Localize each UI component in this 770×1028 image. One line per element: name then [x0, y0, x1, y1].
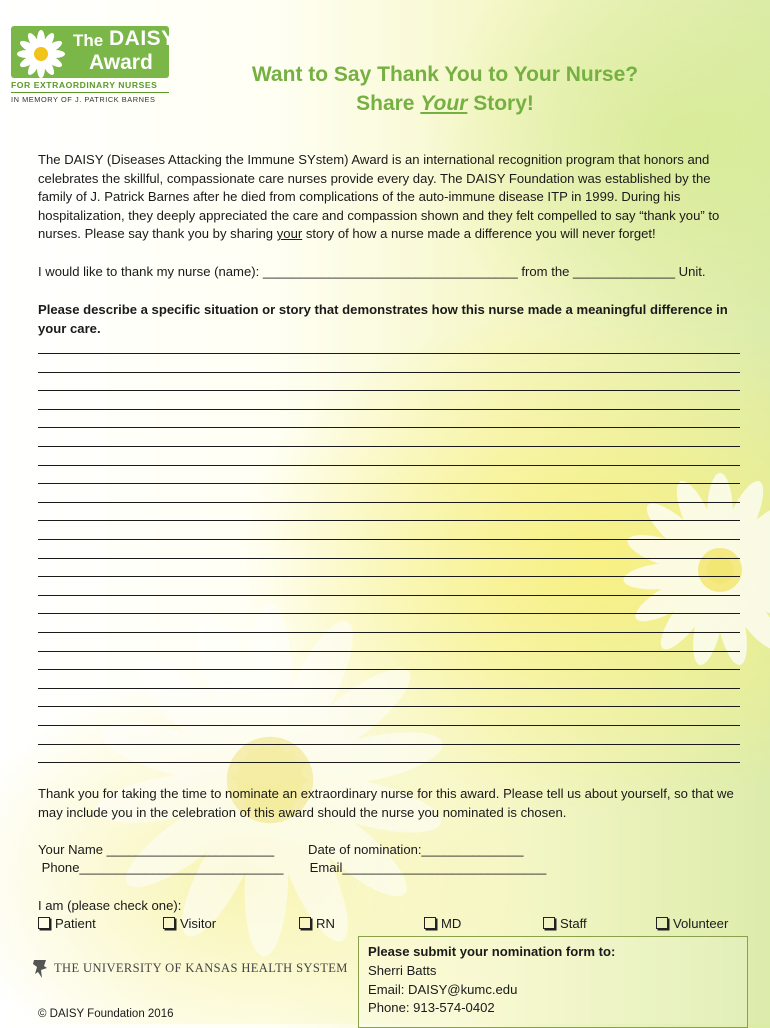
submit-info-box [358, 936, 748, 1028]
story-line[interactable] [38, 744, 740, 745]
closing-paragraph: Thank you for taking the time to nominate an extraordinary nurse for this award. Please tell us about yourself, so that we may include you in the celebration of this award should the nurse you nominated is chosen. [38, 786, 734, 820]
submit-email[interactable]: Email: DAISY@kumc.edu [368, 982, 518, 997]
logo-divider [11, 92, 169, 93]
story-line[interactable] [38, 539, 740, 540]
story-line[interactable] [38, 465, 740, 466]
option-label: Volunteer [673, 916, 729, 931]
option-label: Patient [55, 916, 96, 931]
thank-nurse-field[interactable]: I would like to thank my nurse (name): ___________________________________ from the ______________ Unit. [38, 264, 706, 279]
checkbox-icon[interactable] [163, 917, 175, 929]
logo-daisy-text: DAISY [109, 27, 176, 50]
checkbox-icon[interactable] [656, 917, 668, 929]
daisy-award-logo [11, 26, 176, 118]
intro-text-end: story of how a nurse made a difference you will never forget! [302, 226, 656, 242]
option-visitor[interactable] [163, 916, 216, 931]
checkbox-icon[interactable] [38, 917, 50, 929]
your-name-field[interactable]: Your Name _______________________ [38, 842, 275, 857]
submit-heading: Please submit your nomination form to: [368, 944, 616, 959]
logo-award-text: Award [89, 51, 153, 74]
story-line[interactable] [38, 372, 740, 373]
story-line[interactable] [38, 390, 740, 391]
copyright: © DAISY Foundation 2016 [38, 1008, 174, 1020]
story-line[interactable] [38, 762, 740, 763]
story-line[interactable] [38, 558, 740, 559]
option-volunteer[interactable] [656, 916, 728, 931]
option-rn[interactable] [299, 916, 335, 931]
ku-logo-text: THE UNIVERSITY OF KANSAS HEALTH SYSTEM [54, 961, 348, 975]
logo-tagline: FOR EXTRAORDINARY NURSES [11, 80, 158, 90]
story-line[interactable] [38, 613, 740, 614]
checkbox-icon[interactable] [424, 917, 436, 929]
option-label: RN [316, 916, 335, 931]
page-title: Want to Say Thank You to Your Nurse? [251, 63, 639, 86]
story-line[interactable] [38, 409, 740, 410]
option-staff[interactable] [543, 916, 587, 931]
submit-contact-name: Sherri Batts [368, 963, 437, 978]
subtitle-emphasis: Your [420, 92, 468, 115]
logo-the-text: The [73, 31, 104, 50]
story-line[interactable] [38, 706, 740, 707]
story-line[interactable] [38, 595, 740, 596]
story-line[interactable] [38, 483, 740, 484]
story-line[interactable] [38, 353, 740, 354]
ku-health-system-logo [32, 958, 362, 982]
option-label: Staff [560, 916, 587, 931]
i-am-label: I am (please check one): [38, 898, 182, 913]
story-line[interactable] [38, 427, 740, 428]
story-line[interactable] [38, 502, 740, 503]
logo-memory-text: IN MEMORY OF J. PATRICK BARNES [11, 95, 156, 104]
phone-field[interactable]: Phone____________________________ [38, 860, 284, 875]
intro-underlined: your [276, 226, 303, 242]
background-daisy-right [620, 470, 770, 670]
submit-phone: Phone: 913-574-0402 [368, 1000, 495, 1015]
story-line[interactable] [38, 632, 740, 633]
intro-paragraph [38, 151, 746, 244]
checkbox-icon[interactable] [543, 917, 555, 929]
daisy-flower-icon [15, 28, 67, 80]
option-md[interactable] [424, 916, 461, 931]
option-label: Visitor [180, 916, 217, 931]
page-subtitle [170, 92, 720, 116]
subtitle-pre: Share [356, 92, 421, 115]
checkbox-icon[interactable] [299, 917, 311, 929]
jayhawk-icon [32, 958, 48, 980]
story-line[interactable] [38, 651, 740, 652]
email-field[interactable]: Email____________________________ [306, 860, 547, 875]
story-line[interactable] [38, 669, 740, 670]
intro-text: The DAISY (Diseases Attacking the Immune SYstem) Award is an international recognition program that honors and celebrates the skillful, compassionate care nurses provide every day. The DAISY Foundation was established by the family of J. Patrick Barnes after he died from complications of the auto-immune disease ITP in 1999. During his hospitalization, they deeply appreciated the care and compassion shown and they felt compelled to say “thank you” to nurses. Please say thank you by sharing [38, 152, 720, 242]
option-label: MD [441, 916, 462, 931]
story-line[interactable] [38, 688, 740, 689]
subtitle-post: Story! [467, 92, 534, 115]
date-of-nomination-field[interactable]: Date of nomination:______________ [308, 842, 524, 857]
option-patient[interactable] [38, 916, 96, 931]
story-line[interactable] [38, 446, 740, 447]
story-line[interactable] [38, 520, 740, 521]
story-line[interactable] [38, 725, 740, 726]
describe-prompt: Please describe a specific situation or story that demonstrates how this nurse made a meaningful difference in your care. [38, 302, 728, 336]
story-line[interactable] [38, 576, 740, 577]
